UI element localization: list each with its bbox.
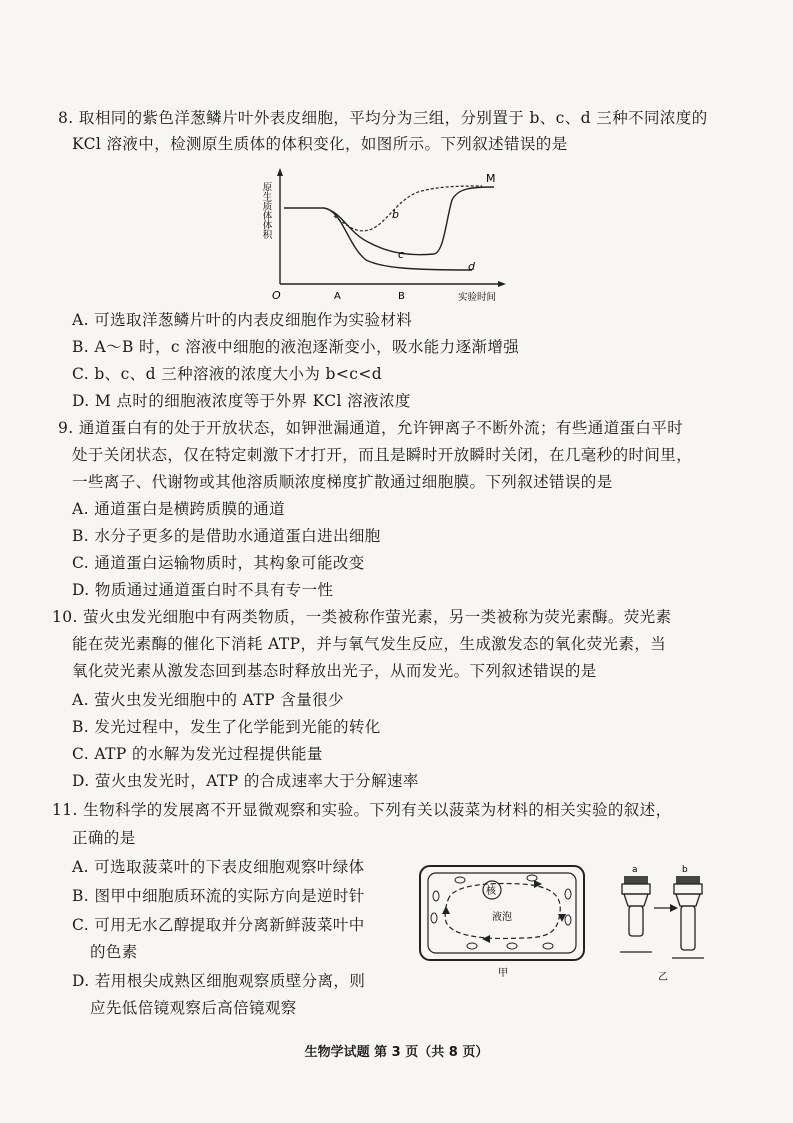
- q9-stem-line2: 处于关闭状态，仅在特定刺激下才打开，而且是瞬时开放瞬时关闭，在几毫秒的时间里，: [72, 446, 693, 464]
- q11-option-d-line1: D. 若用根尖成熟区细胞观察质壁分离，则: [72, 972, 366, 990]
- vacuole-outline: [445, 884, 560, 939]
- figure-jia-cell: [412, 860, 592, 980]
- lens-b-cap: [676, 876, 700, 884]
- q8-option-c: C. b、c、d 三种溶液的浓度大小为 b<c<d: [72, 365, 383, 383]
- lens-b-label: b: [682, 865, 688, 875]
- q8-option-a: A. 可选取洋葱鳞片叶的内表皮细胞作为实验材料: [72, 311, 413, 329]
- q11-option-c-line1: C. 可用无水乙醇提取并分离新鲜菠菜叶中: [72, 916, 365, 934]
- q8-stem-line1: 8. 取相同的紫色洋葱鳞片叶外表皮细胞，平均分为三组，分别置于 b、c、d 三种不同浓度的: [58, 109, 708, 127]
- origin-label: O: [272, 289, 281, 302]
- page-footer: 生物学试题 第 3 页（共 8 页）: [304, 1045, 489, 1060]
- label-d: d: [468, 260, 475, 273]
- q9-option-d: D. 物质通过通道蛋白时不具有专一性: [72, 581, 334, 599]
- label-c: c: [398, 248, 405, 261]
- x-axis-label: 实验时间: [458, 292, 497, 303]
- y-axis-arrow: [277, 168, 283, 176]
- q11-stem-line1: 11. 生物科学的发展离不开显微观察和实验。下列有关以菠菜为材料的相关实验的叙述，: [52, 801, 672, 819]
- tick-B: B: [398, 291, 405, 302]
- y-axis-label: 原生质体体积: [260, 182, 272, 239]
- q10-option-b: B. 发光过程中，发生了化学能到光能的转化: [72, 718, 381, 736]
- q8-volume-graph: [262, 160, 512, 305]
- q8-stem-line2: KCl 溶液中，检测原生质体的体积变化，如图所示。下列叙述错误的是: [72, 135, 568, 153]
- q11-option-c-line2: 的色素: [90, 943, 138, 961]
- x-axis-arrow: [498, 281, 506, 287]
- lens-a-cap: [624, 876, 648, 884]
- lens-a-label: a: [632, 865, 638, 875]
- q10-stem-line1: 10. 萤火虫发光细胞中有两类物质，一类被称作萤光素，另一类被称为荧光素酶。荧光素: [52, 608, 672, 626]
- q9-option-b: B. 水分子更多的是借助水通道蛋白进出细胞: [72, 527, 381, 545]
- nucleus-label: 核: [486, 886, 496, 897]
- figure-yi-caption: 乙: [658, 972, 668, 983]
- q8-option-b: B. A～B 时，c 溶液中细胞的液泡逐渐变小，吸水能力逐渐增强: [72, 338, 520, 356]
- q9-stem-line3: 一些离子、代谢物或其他溶质顺浓度梯度扩散通过细胞膜。下列叙述错误的是: [72, 473, 613, 491]
- q8-option-d: D. M 点时的细胞液浓度等于外界 KCl 溶液浓度: [72, 392, 411, 410]
- tick-A: A: [334, 291, 341, 302]
- label-M: M: [486, 172, 496, 185]
- q11-option-d-line2: 应先低倍镜观察后高倍镜观察: [90, 999, 297, 1017]
- label-b: b: [392, 208, 399, 221]
- q10-stem-line3: 氧化荧光素从激发态回到基态时释放出光子，从而发光。下列叙述错误的是: [72, 662, 597, 680]
- q11-option-a: A. 可选取菠菜叶的下表皮细胞观察叶绿体: [72, 858, 365, 876]
- q10-option-a: A. 萤火虫发光细胞中的 ATP 含量很少: [72, 691, 344, 709]
- q11-option-b: B. 图甲中细胞质环流的实际方向是逆时针: [72, 887, 365, 905]
- q9-option-c: C. 通道蛋白运输物质时，其构象可能改变: [72, 554, 365, 572]
- q10-option-d: D. 萤火虫发光时，ATP 的合成速率大于分解速率: [72, 772, 419, 790]
- figure-yi-lenses: [612, 860, 722, 985]
- q10-option-c: C. ATP 的水解为发光过程提供能量: [72, 745, 323, 763]
- curve-b: [334, 186, 482, 231]
- q11-stem-line2: 正确的是: [72, 829, 136, 847]
- vacuole-label: 液泡: [492, 912, 512, 923]
- q9-stem-line1: 9. 通道蛋白有的处于开放状态，如钾泄漏通道，允许钾离子不断外流；有些通道蛋白平时: [58, 419, 684, 437]
- q10-stem-line2: 能在荧光素酶的催化下消耗 ATP，并与氧气发生反应，生成激发态的氧化荧光素，当: [72, 635, 667, 653]
- figure-jia-caption: 甲: [498, 968, 508, 979]
- q9-option-a: A. 通道蛋白是横跨质膜的通道: [72, 500, 286, 518]
